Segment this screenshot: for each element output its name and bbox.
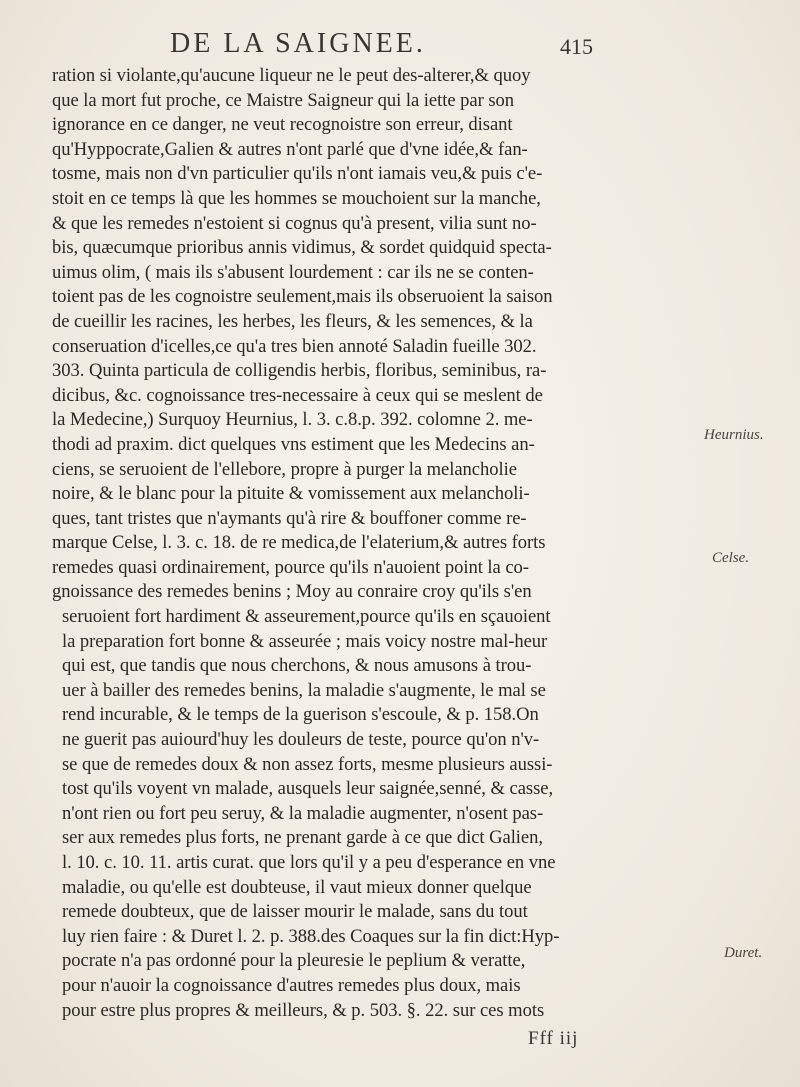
text-line: remedes quasi ordinairement, pource qu'ils n'auoient point la co- <box>52 556 529 578</box>
text-line: que la mort fut proche, ce Maistre Saigneur qui la iette par son <box>52 89 515 111</box>
text-line: ignorance en ce danger, ne veut recognoistre son erreur, disant <box>52 114 513 136</box>
text-line: qu'Hyppocrate,Galien & autres n'ont parlé que d'vne idée,& fan- <box>52 138 528 160</box>
text-line: toient pas de les cognoistre seulement,mais ils obseruoient la saison <box>52 286 553 308</box>
text-line: uer à bailler des remedes benins, la maladie s'augmente, le mal se <box>62 679 546 701</box>
text-line: remede doubteux, que de laisser mourir le malade, sans du tout <box>62 901 528 923</box>
text-line: 303. Quinta particula de colligendis herbis, floribus, seminibus, ra- <box>52 360 547 382</box>
signature-mark: Fff iij <box>528 1028 579 1049</box>
text-line: ration si violante,qu'aucune liqueur ne le peut des-alterer,& quoy <box>52 65 531 86</box>
text-line: tosme, mais non d'vn particulier qu'ils n'ont iamais veu,& puis c'e- <box>52 163 543 185</box>
text-line: n'ont rien ou fort peu seruy, & la maladie augmenter, n'osent pas- <box>62 802 544 824</box>
text-line: ciens, se seruoient de l'ellebore, propre à purger la melancholie <box>52 458 517 480</box>
text-line: marque Celse, l. 3. c. 18. de re medica,de l'elaterium,& autres forts <box>52 532 546 554</box>
text-line: pocrate n'a pas ordonné pour la pleuresie le peplium & veratte, <box>62 950 526 972</box>
text-line: seruoient fort hardiment & asseurement,pource qu'ils en sçauoient <box>62 606 551 628</box>
text-line: ne guerit pas auiourd'huy les douleurs de teste, pource qu'on n'v- <box>62 729 540 751</box>
text-line: bis, quæcumque prioribus annis vidimus, & sordet quidquid specta- <box>52 237 552 259</box>
page-number: 415 <box>560 34 593 59</box>
text-line: ser aux remedes plus forts, ne prenant garde à ce que dict Galien, <box>62 827 543 849</box>
text-line: l. 10. c. 10. 11. artis curat. que lors qu'il y a peu d'esperance en vne <box>62 852 556 873</box>
text-line: stoit en ce temps là que les hommes se mouchoient sur la manche, <box>52 187 541 209</box>
text-line: conseruation d'icelles,ce qu'a tres bien annoté Saladin fueille 302. <box>52 335 537 357</box>
text-line: gnoissance des remedes benins ; Moy au conraire croy qu'ils s'en <box>52 581 532 603</box>
page-header <box>0 28 800 68</box>
text-line: la preparation fort bonne & asseurée ; mais voicy nostre mal-heur <box>62 630 548 652</box>
text-line: tost qu'ils voyent vn malade, ausquels leur saignée,senné, & casse, <box>62 778 554 800</box>
text-line: ques, tant tristes que n'aymants qu'à rire & bouffoner comme re- <box>52 507 527 529</box>
text-line: se que de remedes doux & non assez forts, mesme plusieurs aussi- <box>62 753 553 775</box>
margin-note-celse: Celse. <box>712 550 750 566</box>
text-line: de cueillir les racines, les herbes, les fleurs, & les semences, & la <box>52 310 533 332</box>
text-line: la Medecine,) Surquoy Heurnius, l. 3. c.8.p. 392. colomne 2. me- <box>52 409 533 431</box>
text-line: dicibus, &c. cognoissance tres-necessaire à ceux qui se meslent de <box>52 384 543 406</box>
text-line: pour estre plus propres & meilleurs, & p. 503. §. 22. sur ces mots <box>62 999 545 1021</box>
text-line: qui est, que tandis que nous cherchons, & nous amusons à trou- <box>62 655 532 677</box>
text-line: thodi ad praxim. dict quelques vns estiment que les Medecins an- <box>52 433 535 455</box>
text-line: noire, & le blanc pour la pituite & vomissement aux melancholi- <box>52 483 530 505</box>
margin-note-heurnius: Heurnius. <box>704 427 764 443</box>
text-line: rend incurable, & le temps de la guerison s'escoule, & p. 158.On <box>62 704 539 726</box>
text-line: pour n'auoir la cognoissance d'autres remedes plus doux, mais <box>62 974 521 996</box>
text-line: maladie, ou qu'elle est doubteuse, il vaut mieux donner quelque <box>62 876 532 898</box>
running-title: DE LA SAIGNEE. <box>170 28 426 59</box>
text-line: luy rien faire : & Duret l. 2. p. 388.des Coaques sur la fin dict:Hyp- <box>62 925 560 947</box>
text-line: & que les remedes n'estoient si cognus qu'à present, vilia sunt no- <box>52 212 537 234</box>
body-text <box>52 64 742 1023</box>
text-line: uimus olim, ( mais ils s'abusent lourdement : car ils ne se conten- <box>52 261 534 283</box>
margin-note-duret: Duret. <box>724 945 763 961</box>
